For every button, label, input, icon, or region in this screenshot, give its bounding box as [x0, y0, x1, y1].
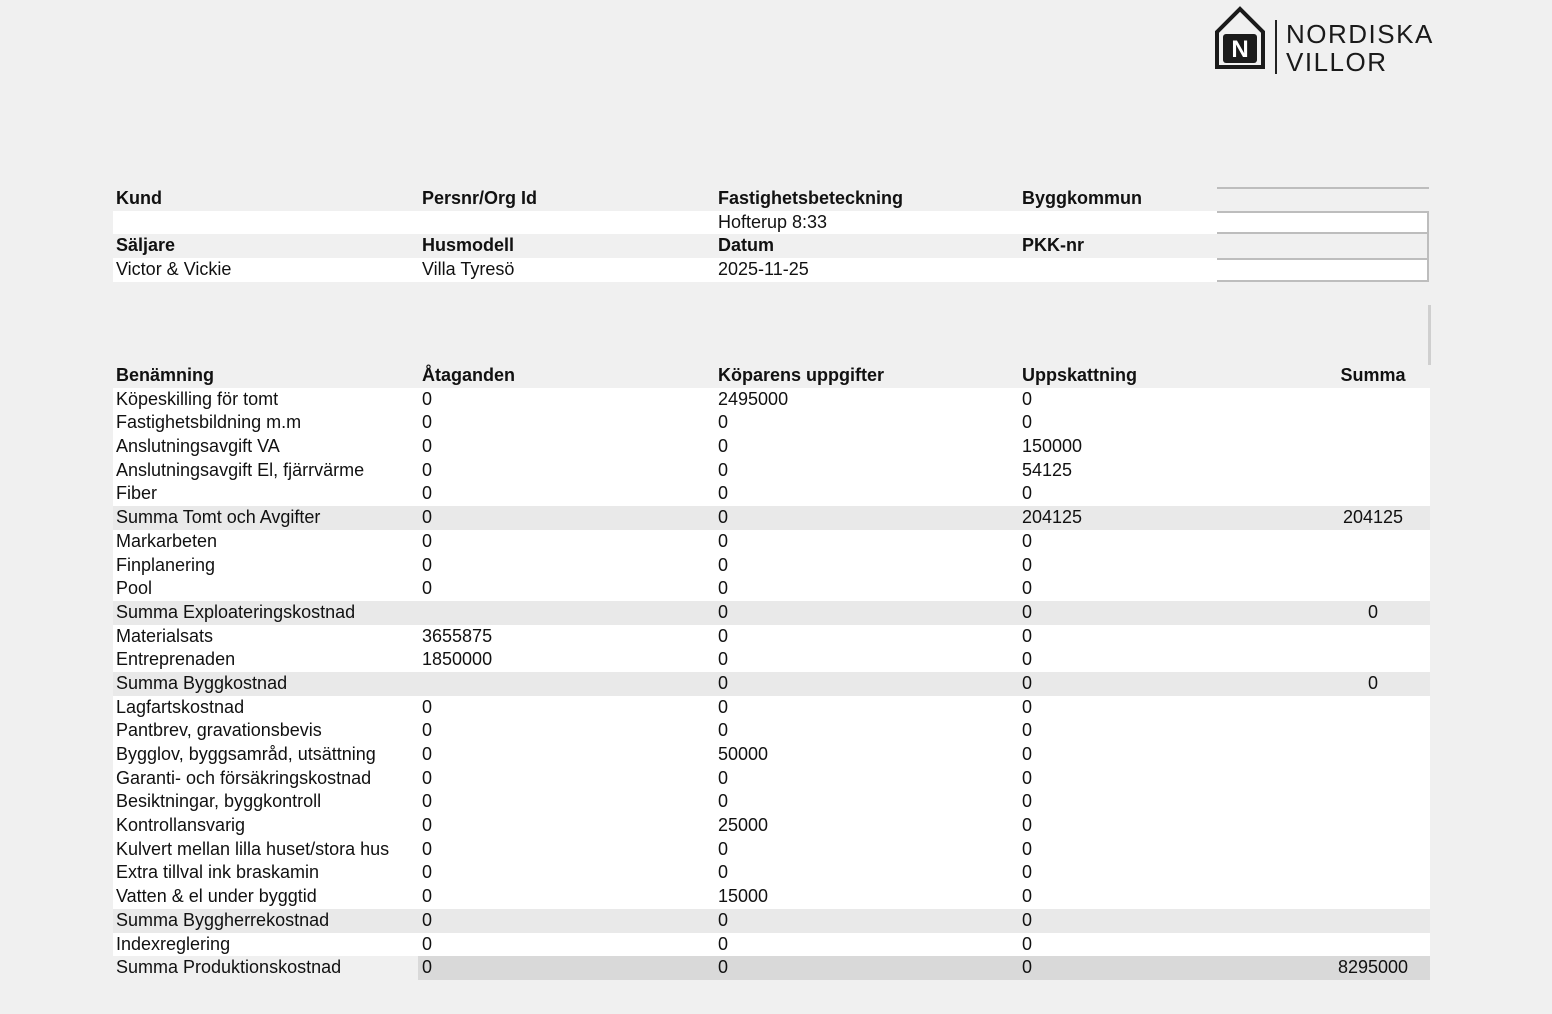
cell-ataganden[interactable]: 0 — [422, 578, 433, 599]
cell-uppskattning[interactable]: 0 — [1022, 649, 1033, 670]
label-fastighetsbeteckning: Fastighetsbeteckning — [718, 188, 904, 208]
label-saljare: Säljare — [116, 235, 176, 256]
cell-benamning: Markarbeten — [116, 530, 218, 551]
cell-uppskattning[interactable]: 0 — [1022, 791, 1033, 812]
cell-koparens-uppgifter[interactable]: 0 — [718, 696, 729, 717]
cell-benamning: Kontrollansvarig — [116, 815, 246, 836]
label-datum: Datum — [718, 235, 775, 256]
cell-benamning: Fastighetsbildning m.m — [116, 412, 302, 433]
cell-ataganden[interactable]: 0 — [422, 696, 433, 717]
cell-ataganden[interactable]: 0 — [422, 744, 433, 764]
cell-benamning: Finplanering — [116, 554, 216, 575]
cell-benamning: Anslutningsavgift VA — [116, 436, 280, 457]
cost-table — [113, 364, 1430, 980]
cell-ataganden[interactable]: 0 — [422, 767, 433, 788]
cell-uppskattning[interactable]: 0 — [1022, 483, 1033, 504]
cell-ataganden[interactable]: 0 — [422, 507, 433, 528]
cell-koparens-uppgifter[interactable]: 0 — [718, 672, 729, 693]
brand-logo — [1214, 6, 1434, 77]
cell-ataganden[interactable]: 0 — [422, 957, 433, 978]
cell-ataganden[interactable]: 0 — [422, 554, 433, 575]
cell-uppskattning[interactable]: 0 — [1022, 625, 1033, 646]
cell-benamning: Besiktningar, byggkontroll — [116, 791, 322, 812]
cell-koparens-uppgifter[interactable]: 0 — [718, 909, 729, 930]
table-row — [113, 459, 1430, 483]
cell-koparens-uppgifter[interactable]: 0 — [718, 507, 729, 528]
cell-benamning: Indexreglering — [116, 933, 231, 954]
info-value-row-1 — [113, 211, 1430, 235]
cell-ataganden[interactable]: 0 — [422, 838, 433, 859]
cell-koparens-uppgifter[interactable]: 0 — [718, 436, 729, 457]
cell-uppskattning[interactable]: 0 — [1022, 530, 1033, 551]
subtotal-row — [113, 601, 1430, 625]
cell-koparens-uppgifter[interactable]: 0 — [718, 957, 729, 978]
cell-summa[interactable]: 8295000 — [1337, 957, 1409, 978]
cell-benamning: Summa Exploateringskostnad — [116, 601, 356, 622]
value-husmodell[interactable]: Villa Tyresö — [422, 259, 515, 280]
svg-text:N: N — [1231, 36, 1249, 63]
cell-koparens-uppgifter[interactable]: 0 — [718, 649, 729, 670]
cell-ataganden[interactable]: 0 — [422, 933, 433, 954]
scrollbar-handle[interactable] — [1428, 305, 1431, 365]
cell-benamning: Extra tillval ink braskamin — [116, 862, 320, 883]
cell-koparens-uppgifter[interactable]: 0 — [718, 483, 729, 504]
cell-uppskattning[interactable]: 0 — [1022, 862, 1033, 883]
cell-koparens-uppgifter[interactable]: 2495000 — [718, 388, 789, 409]
cell-koparens-uppgifter[interactable]: 0 — [718, 933, 729, 954]
cell-benamning: Vatten & el under byggtid — [116, 886, 317, 907]
table-row — [113, 933, 1430, 957]
table-row — [113, 719, 1430, 743]
total-row — [113, 956, 1430, 980]
cell-ataganden[interactable]: 0 — [422, 909, 433, 930]
cell-koparens-uppgifter[interactable]: 0 — [718, 720, 729, 741]
info-value-row-2 — [113, 258, 1430, 282]
cell-koparens-uppgifter[interactable]: 0 — [718, 578, 729, 599]
cell-benamning: Summa Tomt och Avgifter — [116, 507, 321, 528]
subtotal-row — [113, 909, 1430, 933]
cell-ataganden[interactable]: 3655875 — [422, 625, 493, 646]
cell-ataganden[interactable]: 0 — [422, 791, 433, 812]
info-empty-box-1[interactable] — [1217, 187, 1429, 211]
brand-line-2: VILLOR — [1286, 47, 1388, 77]
table-row — [113, 411, 1430, 435]
cell-koparens-uppgifter[interactable]: 0 — [718, 791, 729, 812]
cell-ataganden[interactable]: 0 — [422, 483, 433, 504]
cell-koparens-uppgifter[interactable]: 0 — [718, 459, 729, 480]
label-persnr: Persnr/Org Id — [422, 188, 538, 208]
table-row — [113, 814, 1430, 838]
table-row — [113, 388, 1430, 412]
header-uppskattning: Uppskattning — [1022, 365, 1137, 385]
cell-summa[interactable]: 204125 — [1342, 507, 1404, 528]
cell-ataganden[interactable]: 0 — [422, 412, 433, 433]
cell-benamning: Garanti- och försäkringskostnad — [116, 767, 372, 788]
table-row — [113, 767, 1430, 791]
cell-ataganden[interactable]: 0 — [422, 720, 433, 741]
cell-uppskattning[interactable]: 0 — [1022, 672, 1033, 693]
cell-benamning: Lagfartskostnad — [116, 696, 245, 717]
cell-benamning: Bygglov, byggsamråd, utsättning — [116, 744, 376, 764]
cell-benamning: Summa Produktionskostnad — [116, 957, 342, 978]
cell-ataganden[interactable]: 0 — [422, 815, 433, 836]
cell-koparens-uppgifter[interactable]: 0 — [718, 412, 729, 433]
brand-line-1: NORDISKA — [1286, 19, 1434, 49]
header-ataganden: Åtaganden — [422, 365, 516, 385]
table-row — [113, 696, 1430, 720]
info-empty-box-4[interactable] — [1217, 258, 1429, 282]
cell-ataganden[interactable]: 0 — [422, 530, 433, 551]
cell-uppskattning[interactable]: 204125 — [1022, 507, 1083, 528]
cell-uppskattning[interactable]: 0 — [1022, 578, 1033, 599]
cost-table-header — [113, 364, 1430, 388]
cell-uppskattning[interactable]: 0 — [1022, 886, 1033, 907]
cell-uppskattning[interactable]: 0 — [1022, 838, 1033, 859]
brand-name — [1286, 20, 1434, 76]
cell-ataganden[interactable]: 0 — [422, 862, 433, 883]
value-datum[interactable]: 2025-11-25 — [718, 259, 809, 280]
cell-uppskattning[interactable]: 54125 — [1022, 459, 1073, 480]
cost-table-body — [113, 388, 1430, 980]
header-koparens-uppgifter: Köparens uppgifter — [718, 365, 885, 385]
header-summa: Summa — [1340, 365, 1406, 385]
cell-ataganden[interactable]: 0 — [422, 388, 433, 409]
house-logo-icon — [1214, 6, 1266, 70]
cell-uppskattning[interactable]: 0 — [1022, 554, 1033, 575]
header-benamning: Benämning — [116, 365, 215, 385]
cell-koparens-uppgifter[interactable]: 0 — [718, 767, 729, 788]
cell-uppskattning[interactable]: 0 — [1022, 909, 1033, 930]
cell-uppskattning[interactable]: 0 — [1022, 412, 1033, 433]
cell-benamning: Summa Byggkostnad — [116, 672, 288, 693]
subtotal-row — [113, 672, 1430, 696]
cell-benamning: Materialsats — [116, 625, 214, 646]
label-kund: Kund — [116, 188, 162, 208]
cell-benamning: Entreprenaden — [116, 649, 236, 670]
table-row — [113, 648, 1430, 672]
cell-koparens-uppgifter[interactable]: 15000 — [718, 886, 769, 907]
logo-divider — [1275, 20, 1277, 74]
cell-uppskattning[interactable]: 0 — [1022, 601, 1033, 622]
cell-uppskattning[interactable]: 0 — [1022, 815, 1033, 836]
cell-uppskattning[interactable]: 0 — [1022, 957, 1033, 978]
cell-uppskattning[interactable]: 0 — [1022, 767, 1033, 788]
cell-summa[interactable]: 0 — [1367, 672, 1378, 693]
cell-koparens-uppgifter[interactable]: 0 — [718, 862, 729, 883]
info-empty-box-3[interactable] — [1217, 234, 1429, 258]
table-row — [113, 838, 1430, 862]
table-row — [113, 743, 1430, 767]
cell-benamning: Köpeskilling för tomt — [116, 388, 279, 409]
cell-benamning: Pantbrev, gravationsbevis — [116, 720, 322, 741]
cell-uppskattning[interactable]: 0 — [1022, 720, 1033, 741]
subtotal-row — [113, 506, 1430, 530]
cell-ataganden[interactable]: 0 — [422, 886, 433, 907]
table-row — [113, 625, 1430, 649]
value-saljare[interactable]: Victor & Vickie — [116, 259, 232, 280]
cell-koparens-uppgifter[interactable]: 25000 — [718, 815, 769, 836]
label-husmodell: Husmodell — [422, 235, 515, 256]
table-row — [113, 435, 1430, 459]
table-row — [113, 530, 1430, 554]
cell-koparens-uppgifter[interactable]: 0 — [718, 554, 729, 575]
table-row — [113, 554, 1430, 578]
table-row — [113, 790, 1430, 814]
cell-benamning: Fiber — [116, 483, 158, 504]
info-label-row-1 — [113, 187, 1430, 211]
cell-benamning: Summa Byggherrekostnad — [116, 909, 330, 930]
cell-benamning: Pool — [116, 578, 153, 599]
cell-uppskattning[interactable]: 0 — [1022, 388, 1033, 409]
table-row — [113, 861, 1430, 885]
cell-uppskattning[interactable]: 0 — [1022, 744, 1033, 764]
cell-benamning: Anslutningsavgift El, fjärrvärme — [116, 459, 365, 480]
cell-uppskattning[interactable]: 0 — [1022, 696, 1033, 717]
cell-ataganden[interactable]: 1850000 — [422, 649, 493, 670]
info-label-row-2 — [113, 234, 1430, 258]
cell-ataganden[interactable]: 0 — [422, 436, 433, 457]
cell-summa[interactable]: 0 — [1367, 601, 1378, 622]
label-byggkommun: Byggkommun — [1022, 188, 1143, 208]
cell-uppskattning[interactable]: 0 — [1022, 933, 1033, 954]
table-row — [113, 577, 1430, 601]
label-pkk-nr: PKK-nr — [1022, 235, 1084, 256]
cell-koparens-uppgifter[interactable]: 0 — [718, 601, 729, 622]
cell-koparens-uppgifter[interactable]: 0 — [718, 838, 729, 859]
table-row — [113, 482, 1430, 506]
cell-benamning: Kulvert mellan lilla huset/stora hus — [116, 838, 390, 859]
cell-koparens-uppgifter[interactable]: 0 — [718, 625, 729, 646]
info-block — [113, 187, 1430, 282]
cell-koparens-uppgifter[interactable]: 50000 — [718, 744, 769, 764]
total-row-highlight — [418, 956, 1430, 980]
table-row — [113, 885, 1430, 909]
cell-uppskattning[interactable]: 150000 — [1022, 436, 1083, 457]
cell-ataganden[interactable]: 0 — [422, 459, 433, 480]
value-fastighetsbeteckning[interactable]: Hofterup 8:33 — [718, 211, 828, 232]
info-empty-box-2[interactable] — [1217, 211, 1429, 235]
cell-koparens-uppgifter[interactable]: 0 — [718, 530, 729, 551]
